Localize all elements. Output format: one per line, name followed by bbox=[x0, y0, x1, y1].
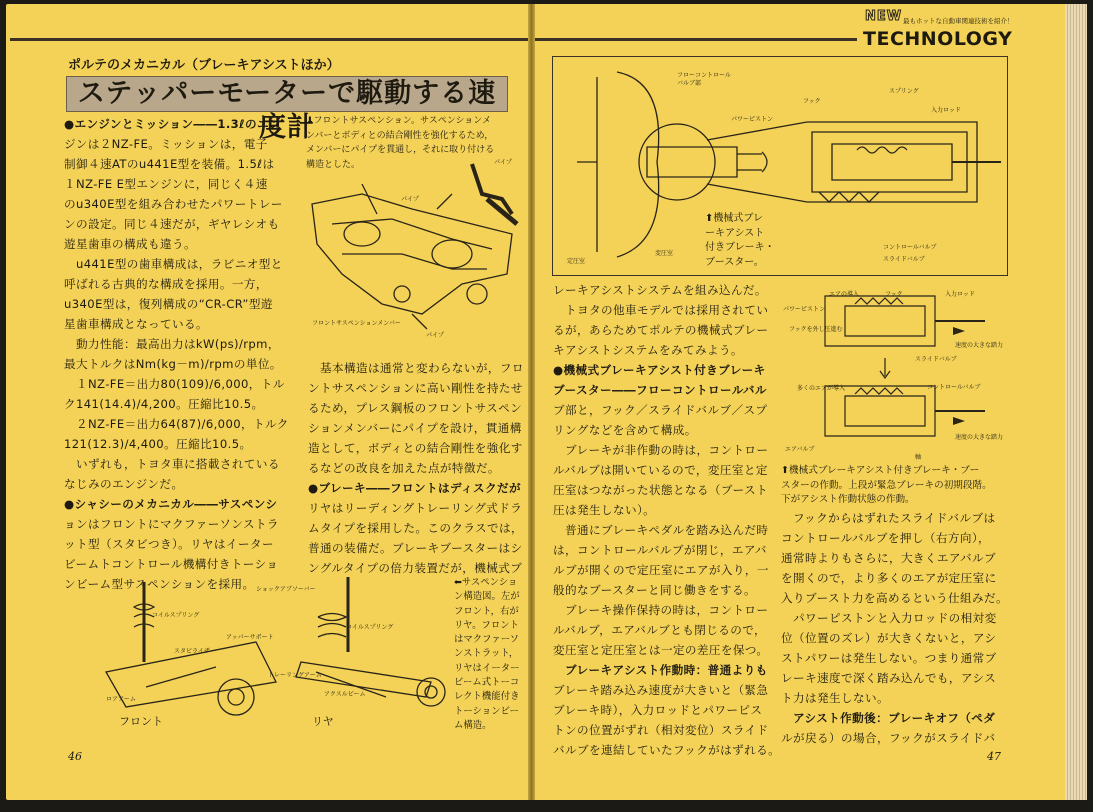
text-line: 星歯車構成となっている。 bbox=[64, 317, 208, 331]
lower-arm-label: ロアアーム bbox=[106, 696, 136, 703]
text-line: 121(12.3)/4,400。圧縮比10.5。 bbox=[64, 437, 252, 451]
input-rod-label-2: 入力ロッド bbox=[945, 291, 975, 298]
caption-line: ⬆機械式ブレ bbox=[705, 213, 763, 224]
text-line: なじみのエンジンだ。 bbox=[64, 477, 184, 491]
text-line: ●エンジンとミッション――1.3ℓのエン bbox=[64, 117, 281, 131]
text-line: アシスト作動後：ブレーキオフ（ペダ bbox=[781, 711, 996, 725]
trailing-arm-label: トレーリングアーム bbox=[268, 672, 322, 679]
pipe-label-1: パイプ bbox=[494, 159, 512, 166]
text-line: 圧は発生しない）。 bbox=[553, 503, 656, 517]
caption-line: ン構造図。左が bbox=[454, 591, 520, 603]
pedal-speed-label-2: 速度の大きな踏力 bbox=[955, 434, 1004, 441]
text-line: は，コントロールバルブが閉じ，エアバ bbox=[553, 543, 767, 557]
text-line: バルブを連結していたフックがはずれる。 bbox=[553, 743, 781, 757]
text-line: ョンはフロントにマクファーソンストラ bbox=[64, 517, 279, 531]
text-line: リヤはリーディングトレーリング式ドラ bbox=[308, 501, 523, 515]
text-line: 普通の装備だ。ブレーキブースターはシ bbox=[308, 541, 523, 555]
text-line: 造として，ボディとの結合剛性を強化す bbox=[308, 441, 523, 455]
caption-line: ーキアシスト bbox=[705, 227, 765, 239]
caption-line: スターの作動。上段が緊急ブレーキの初期段階。 bbox=[781, 479, 992, 491]
column-3 bbox=[553, 280, 780, 760]
caption-line: 構造とした。 bbox=[306, 159, 361, 170]
left-page bbox=[6, 4, 528, 800]
text-line: ブレーキが非作動の時は，コントロー bbox=[553, 443, 769, 457]
caption-line: ⬆機械式ブレーキアシスト付きブレーキ・ブー bbox=[781, 465, 980, 476]
text-line: ルバルブ，エアバルブとも閉じるので， bbox=[553, 623, 766, 637]
text-line: ブースター――フローコントロールバル bbox=[553, 383, 767, 397]
text-line: ブレーキ操作保持の時は，コントロー bbox=[553, 603, 769, 617]
text-line: コントロールバルブを押し（右方向）， bbox=[781, 531, 991, 545]
caption-line: リヤ。フロント bbox=[454, 619, 520, 631]
text-line: レーキアシストシステムを組み込んだ。 bbox=[553, 283, 767, 297]
text-line: ２NZ-FE＝出力64(87)/6,000，トルク bbox=[64, 417, 289, 431]
caption-line: はマクファーソ bbox=[454, 634, 520, 646]
text-line: トンの位置がずれ（相対変位）スライド bbox=[553, 723, 769, 737]
text-line: ルブが開くので定圧室にエアが入り，一 bbox=[553, 563, 769, 577]
control-valve-label: コントロールバルブ bbox=[883, 244, 937, 251]
figure-3-caption bbox=[705, 212, 775, 270]
text-line: 動力性能：最高出力はkW(ps)/rpm， bbox=[64, 337, 280, 351]
text-line: ブレーキ時），入力ロッドとパワーピス bbox=[553, 703, 763, 717]
text-line: レーキ速度で深く踏み込んでも，アシス bbox=[781, 671, 997, 685]
page-edges bbox=[1065, 4, 1087, 800]
slide-valve-label-2: スライドバルブ bbox=[915, 356, 957, 363]
text-line: ションメンバーにパイプを設け，貫通構 bbox=[308, 421, 522, 435]
caption-line: トーションビー bbox=[454, 705, 519, 717]
section-tag-technology: TECHNOLOGY bbox=[863, 28, 1013, 50]
text-line: 制御４速ATのu441E型を装備。1.5ℓは bbox=[64, 157, 275, 171]
text-line: るため，プレス鋼板のフロントサスペン bbox=[308, 401, 523, 415]
slide-valve-label: スライドバルブ bbox=[883, 256, 925, 263]
pipe-label-2: パイプ bbox=[401, 196, 419, 203]
figure-4-caption bbox=[781, 464, 992, 508]
caption-line: ⬇フロントサスペンション。サスペンションメ bbox=[306, 116, 492, 126]
text-line: ブレーキ踏み込み速度が大きいと（緊急 bbox=[553, 683, 769, 697]
text-line: るが，あらためてポルテの機械式ブレー bbox=[553, 323, 769, 337]
text-line: キアシストシステムをみてみよう。 bbox=[553, 343, 743, 357]
text-line: ンビーム型サスペンションを採用。 bbox=[64, 577, 255, 591]
axle-beam-label: アクスルビーム bbox=[324, 691, 366, 698]
air-valve-label: エアバルブ bbox=[785, 446, 815, 453]
section-tag-small: 最もホットな自動車関連技術を紹介！ bbox=[903, 17, 1014, 25]
text-line: ●機械式ブレーキアシスト付きブレーキ bbox=[553, 363, 766, 377]
spring-label: スプリング bbox=[889, 88, 919, 95]
text-line: ブレーキアシスト作動時：普通よりも bbox=[553, 663, 768, 677]
text-line: 最大トルクはNm(kg－m)/rpmの単位。 bbox=[64, 357, 282, 371]
text-line: ト力は発生しない。 bbox=[781, 691, 889, 705]
section-tag-new: NEW bbox=[865, 9, 903, 24]
flow-valve-label-2: バルブ部 bbox=[677, 80, 702, 87]
text-line: 入りブースト力を高めるという仕組みだ。 bbox=[781, 591, 1008, 605]
text-line: ブ部と，フック／スライドバルブ／スプ bbox=[553, 403, 768, 417]
text-line: 変圧室と定圧室とは一定の差圧を保つ。 bbox=[553, 643, 769, 657]
text-line: １NZ-FE E型エンジンに，同じく４速 bbox=[64, 177, 268, 191]
member-label: フロントサスペンションメンバー bbox=[312, 320, 401, 327]
text-line: を開くので，より多くのエアが定圧室に bbox=[781, 571, 997, 585]
coil-spring-label: コイルスプリング bbox=[152, 612, 200, 619]
text-line: ルバルブは開いているので，変圧室と定 bbox=[553, 463, 768, 477]
text-line: ングルタイプの倍力装置だが，機械式ブ bbox=[308, 561, 523, 575]
article-title: ステッパーモーターで駆動する速度計 bbox=[66, 76, 508, 112]
caption-line: リヤはイーター bbox=[454, 662, 520, 674]
caption-line: ム構造。 bbox=[454, 719, 492, 731]
top-rule-right bbox=[535, 38, 857, 41]
flow-valve-label: フローコントロール bbox=[677, 72, 731, 79]
pedal-speed-label-1: 速度の大きな踏力 bbox=[955, 342, 1004, 349]
caption-line: ブースター。 bbox=[705, 256, 764, 268]
shaft-label: 軸 bbox=[915, 454, 922, 461]
text-line: 通常時よりもさらに，大きくエアバルブ bbox=[781, 551, 996, 565]
text-line: ●ブレーキ――フロントはディスクだが bbox=[308, 481, 522, 495]
caption-line: ⬅サスペンショ bbox=[454, 577, 518, 588]
text-line: パワーピストンと入力ロッドの相対変 bbox=[781, 611, 997, 625]
top-rule bbox=[10, 38, 528, 41]
upper-support-label: アッパーサポート bbox=[226, 634, 274, 641]
text-line: いずれも，トヨタ車に搭載されている bbox=[64, 457, 280, 471]
variable-chamber-label: 変圧室 bbox=[655, 250, 674, 257]
text-line: 圧室はつながった状態となる（ブースト bbox=[553, 483, 768, 497]
text-line: ビームトコントロール機構付きトーショ bbox=[64, 557, 279, 571]
text-line: ●シャシーのメカニカル――サスペンシ bbox=[64, 497, 278, 511]
text-line: u340E型は，復列構成の“CR-CR”型遊 bbox=[64, 297, 273, 311]
text-line: 位（位置のズレ）が大きくないと，アシ bbox=[781, 631, 997, 645]
caption-line: 付きブレーキ・ bbox=[705, 242, 775, 253]
figure-2-caption bbox=[454, 576, 520, 733]
text-line: ンの設定。同じ４速だが，ギヤレシオも bbox=[64, 217, 280, 231]
caption-line: ンストラット， bbox=[454, 648, 519, 660]
hook-label: フック bbox=[803, 98, 821, 105]
text-line: ク141(14.4)/4,200。圧縮比10.5。 bbox=[64, 397, 264, 411]
page-number-left: 46 bbox=[68, 750, 82, 763]
control-valve-label-2: コントロールバルブ bbox=[927, 384, 981, 391]
pipe-label-3: パイプ bbox=[426, 332, 444, 339]
text-line: 呼ばれる古典的な構成を採用。一方， bbox=[64, 277, 268, 291]
text-line: リングなどを含めて構成。 bbox=[553, 423, 697, 437]
constant-chamber-label: 定圧室 bbox=[567, 258, 586, 265]
booster-figure bbox=[557, 62, 1001, 267]
page-number-right: 47 bbox=[987, 750, 1001, 763]
text-line: 般的なブースターと同じ働きをする。 bbox=[553, 583, 756, 597]
text-line: ムタイプを採用した。このクラスでは， bbox=[308, 521, 523, 535]
caption-line: 下がアシスト作動状態の作動。 bbox=[781, 494, 915, 505]
right-page bbox=[535, 4, 1065, 800]
rear-label: リヤ bbox=[312, 715, 334, 728]
article-subheading: ポルテのメカニカル（ブレーキアシストほか） bbox=[68, 58, 340, 73]
text-line: ット型（スタビつき）。リヤはイーター bbox=[64, 537, 274, 551]
text-line: ジンは２NZ-FE。ミッションは，電子 bbox=[64, 137, 268, 151]
text-line: ルが戻る）の場合，フックがスライドバ bbox=[781, 731, 996, 745]
more-air-label: 多くのエアが導入 bbox=[797, 385, 846, 392]
power-piston-label: パワーピストン bbox=[731, 116, 774, 123]
column-4 bbox=[781, 508, 1008, 748]
caption-line: メンバーにパイプを貫通し，それに取り付ける bbox=[306, 145, 495, 155]
text-line: のu340E型を組み合わせたパワートレー bbox=[64, 197, 283, 211]
air-intake-label: エアの導入 bbox=[829, 291, 860, 298]
text-line: トヨタの他車モデルでは採用されてい bbox=[553, 303, 769, 317]
rear-coil-label: コイルスプリング bbox=[346, 624, 394, 631]
power-piston-label-2: パワーピストン bbox=[783, 306, 826, 313]
caption-line: ビーム式トーコ bbox=[454, 677, 520, 689]
text-line: u441E型の歯車構成は，ラビニオ型と bbox=[64, 257, 283, 271]
text-line: 基本構造は通常と変わらないが，フロ bbox=[308, 361, 524, 375]
text-line: 遊星歯車の構成も違う。 bbox=[64, 237, 196, 251]
text-line: １NZ-FE＝出力80(109)/6,000，トル bbox=[64, 377, 285, 391]
suspension-structure-figure bbox=[86, 572, 446, 732]
hook-release-label: フックを外し圧進む bbox=[789, 326, 843, 333]
caption-line: レクト機能付き bbox=[454, 691, 520, 703]
column-1 bbox=[64, 114, 289, 594]
text-line: 普通にブレーキペダルを踏み込んだ時 bbox=[553, 523, 769, 537]
column-2 bbox=[308, 358, 524, 578]
text-line: フックからはずれたスライドバルブは bbox=[781, 511, 996, 525]
front-label: フロント bbox=[119, 715, 163, 728]
text-line: ストパワーは発生しない。つまり通常ブ bbox=[781, 651, 997, 665]
book-gutter bbox=[528, 4, 535, 800]
hook-label-2: フック bbox=[885, 291, 903, 298]
stabilizer-label: スタビライザー bbox=[174, 648, 216, 655]
text-line: ントサスペンションに高い剛性を持たせ bbox=[308, 381, 523, 395]
caption-line: フロント，右が bbox=[454, 605, 519, 617]
shock-absorber-label: ショックアブソーバー bbox=[256, 586, 316, 593]
input-rod-label: 入力ロッド bbox=[931, 107, 961, 114]
text-line: るなどの改良を加えた点が特徴だ。 bbox=[308, 461, 500, 475]
caption-line: ンバーとボディとの結合剛性を強化するため， bbox=[306, 130, 494, 141]
